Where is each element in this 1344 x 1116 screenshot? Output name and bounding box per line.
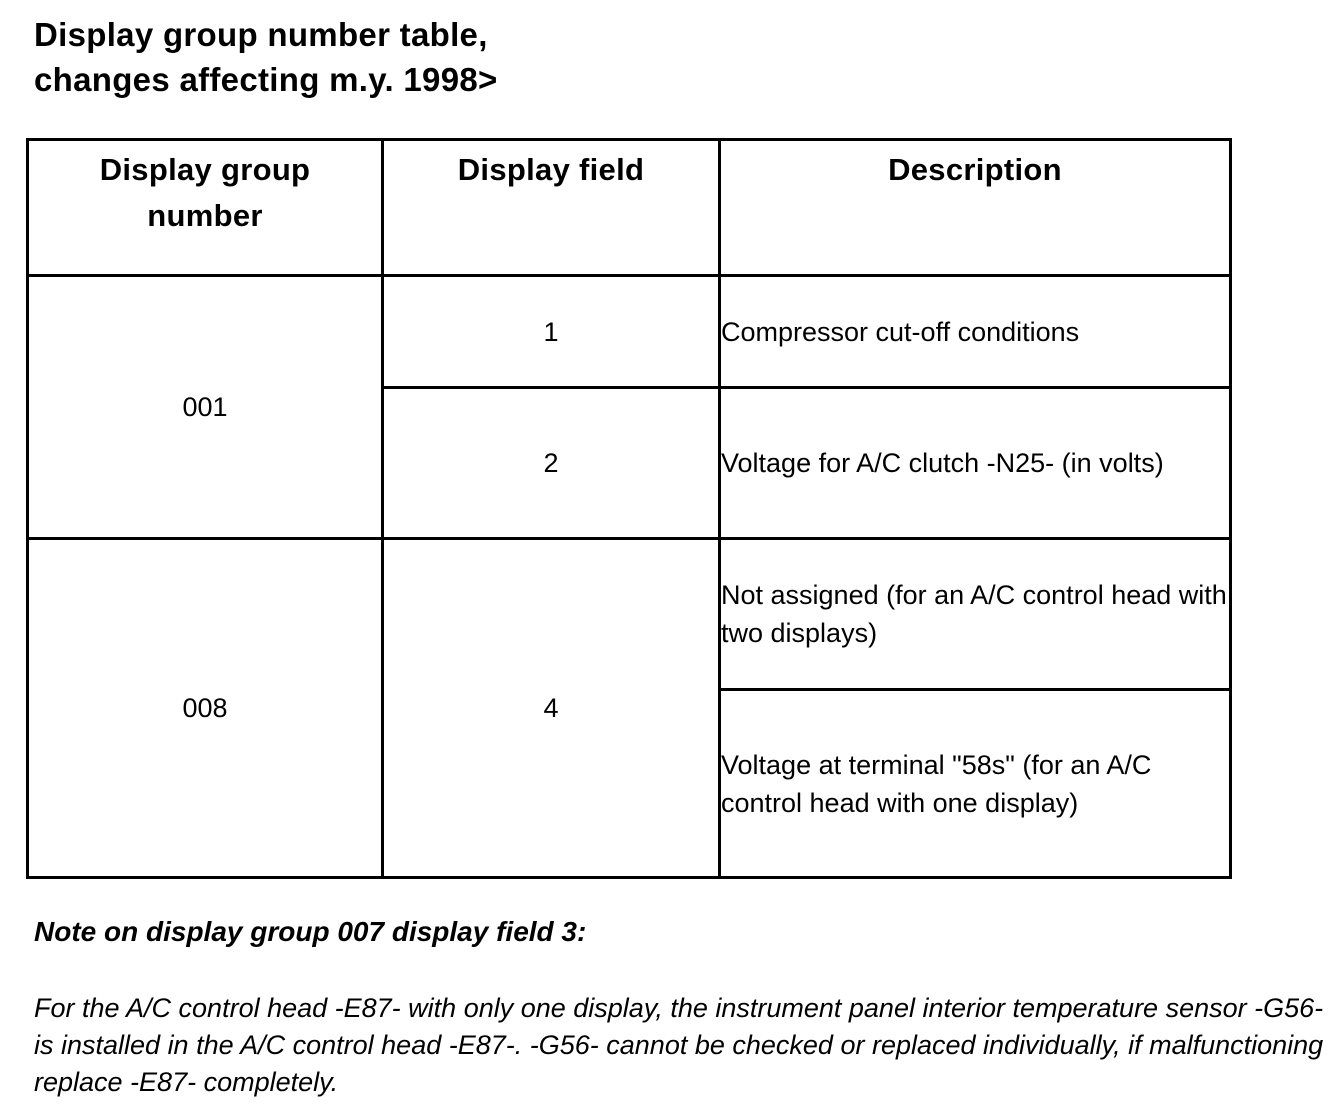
table-row (28, 276, 1231, 388)
group-number-cell: 001 (28, 276, 383, 539)
description-cell: Not assigned (for an A/C control head with two displays) (720, 539, 1231, 690)
display-group-table (26, 138, 1232, 879)
group-number-cell: 008 (28, 539, 383, 878)
note-heading: Note on display group 007 display field 3: (34, 916, 587, 947)
display-field-cell: 2 (383, 388, 720, 539)
header-display-field: Display field (383, 140, 720, 276)
note-body: For the A/C control head -E87- with only one display, the instrument panel interior temperature sensor -G56- is installed in the A/C control head -E87-. -G56- cannot be checked or replaced individually, if malfunctioning replace -E87- completely. (34, 993, 1324, 1097)
title-line-2: changes affecting m.y. 1998> (34, 61, 498, 98)
description-cell: Compressor cut-off conditions (720, 276, 1231, 388)
title-line-1: Display group number table, (34, 16, 488, 53)
table-header-row (28, 140, 1231, 276)
display-field-cell: 1 (383, 276, 720, 388)
table-row (28, 539, 1231, 690)
header-display-group-number: Display group number (28, 140, 383, 276)
document-title (34, 12, 498, 102)
description-cell: Voltage at terminal "58s" (for an A/C control head with one display) (720, 690, 1231, 878)
description-cell: Voltage for A/C clutch -N25- (in volts) (720, 388, 1231, 539)
header-description: Description (720, 140, 1231, 276)
display-field-cell: 4 (383, 539, 720, 878)
